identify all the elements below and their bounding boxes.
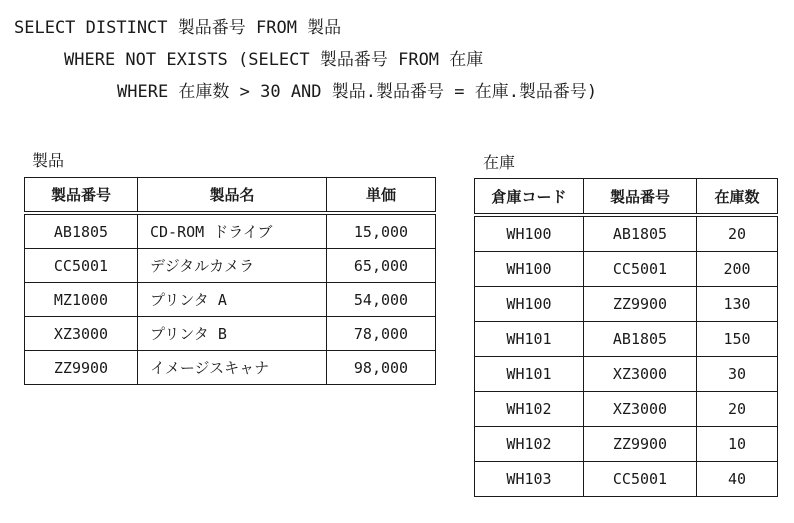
stock-quantity-cell: 130	[697, 287, 778, 322]
stock-quantity-cell: 150	[697, 322, 778, 357]
stock-quantity-cell: 10	[697, 427, 778, 462]
stock-table-caption: 在庫	[483, 153, 516, 172]
product-id-cell: ZZ9900	[584, 427, 697, 462]
products-table	[24, 177, 436, 385]
stock-quantity-cell: 20	[697, 215, 778, 252]
warehouse-code-cell: WH101	[475, 357, 584, 392]
table-row	[25, 283, 436, 317]
product-id-cell: CC5001	[584, 252, 697, 287]
column-header: 製品名	[138, 178, 327, 214]
product-id-cell: CC5001	[25, 249, 138, 283]
product-name-cell: プリンタ B	[138, 317, 327, 351]
warehouse-code-cell: WH100	[475, 215, 584, 252]
table-row	[475, 357, 778, 392]
product-name-cell: CD-ROM ドライブ	[138, 213, 327, 249]
table-row	[25, 213, 436, 249]
product-id-cell: XZ3000	[584, 392, 697, 427]
table-header-row	[25, 178, 436, 214]
stock-quantity-cell: 20	[697, 392, 778, 427]
sql-line-2: WHERE NOT EXISTS (SELECT 製品番号 FROM 在庫	[64, 50, 484, 70]
table-row	[25, 317, 436, 351]
table-row	[475, 462, 778, 497]
warehouse-code-cell: WH101	[475, 322, 584, 357]
table-row	[475, 215, 778, 252]
products-table-caption: 製品	[32, 151, 65, 170]
warehouse-code-cell: WH100	[475, 287, 584, 322]
table-row	[475, 427, 778, 462]
product-id-cell: CC5001	[584, 462, 697, 497]
product-id-cell: XZ3000	[25, 317, 138, 351]
product-id-cell: ZZ9900	[584, 287, 697, 322]
column-header: 倉庫コード	[475, 179, 584, 216]
unit-price-cell: 65,000	[327, 249, 436, 283]
sql-line-3: WHERE 在庫数 > 30 AND 製品.製品番号 = 在庫.製品番号)	[117, 82, 598, 102]
table-row	[25, 351, 436, 385]
table-row	[475, 252, 778, 287]
product-name-cell: プリンタ A	[138, 283, 327, 317]
stock-quantity-cell: 30	[697, 357, 778, 392]
column-header: 単価	[327, 178, 436, 214]
warehouse-code-cell: WH100	[475, 252, 584, 287]
table-header-row	[475, 179, 778, 216]
product-id-cell: XZ3000	[584, 357, 697, 392]
table-row	[475, 287, 778, 322]
stock-quantity-cell: 200	[697, 252, 778, 287]
product-id-cell: AB1805	[584, 215, 697, 252]
product-name-cell: イメージスキャナ	[138, 351, 327, 385]
product-id-cell: AB1805	[584, 322, 697, 357]
unit-price-cell: 98,000	[327, 351, 436, 385]
warehouse-code-cell: WH102	[475, 427, 584, 462]
product-name-cell: デジタルカメラ	[138, 249, 327, 283]
stock-table	[474, 178, 778, 497]
unit-price-cell: 54,000	[327, 283, 436, 317]
warehouse-code-cell: WH102	[475, 392, 584, 427]
table-row	[475, 322, 778, 357]
column-header: 製品番号	[584, 179, 697, 216]
product-id-cell: ZZ9900	[25, 351, 138, 385]
column-header: 製品番号	[25, 178, 138, 214]
stock-quantity-cell: 40	[697, 462, 778, 497]
table-row	[475, 392, 778, 427]
product-id-cell: MZ1000	[25, 283, 138, 317]
sql-query	[14, 12, 598, 140]
column-header: 在庫数	[697, 179, 778, 216]
unit-price-cell: 78,000	[327, 317, 436, 351]
warehouse-code-cell: WH103	[475, 462, 584, 497]
product-id-cell: AB1805	[25, 213, 138, 249]
unit-price-cell: 15,000	[327, 213, 436, 249]
sql-line-1: SELECT DISTINCT 製品番号 FROM 製品	[14, 18, 342, 38]
table-row	[25, 249, 436, 283]
